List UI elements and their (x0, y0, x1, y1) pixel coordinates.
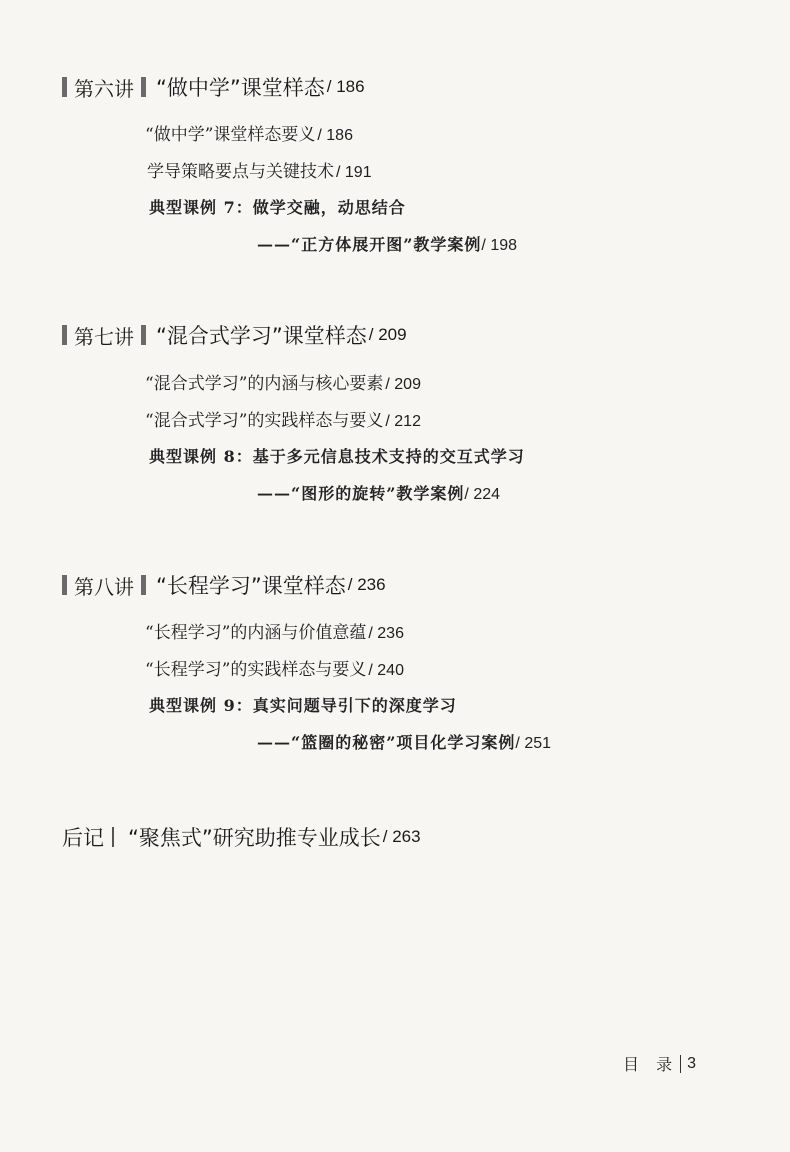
footer-page-number: 3 (687, 1054, 696, 1072)
lecture-bar-right (141, 77, 146, 97)
case-subtitle[interactable] (257, 730, 551, 753)
case-title[interactable]: 典型课例 7：做学交融，动思结合 (149, 198, 406, 217)
entry-page: / 209 (385, 376, 421, 393)
toc-entry[interactable] (145, 618, 404, 643)
toc-entry[interactable] (145, 120, 353, 145)
case-page: / 224 (464, 486, 501, 503)
toc-entry[interactable] (145, 406, 421, 431)
lecture-bar-right (141, 575, 146, 595)
case-subtitle[interactable] (257, 232, 517, 255)
case-title[interactable]: 典型课例 9：真实问题导引下的深度学习 (149, 696, 457, 715)
lecture-title: “做中学”课堂样态 (156, 76, 325, 100)
afterword-heading[interactable] (62, 822, 421, 852)
afterword-label: 后记 (62, 826, 104, 850)
lecture-7-heading[interactable] (62, 320, 407, 350)
case-page: / 251 (515, 735, 552, 752)
lecture-page: / 186 (326, 77, 365, 96)
lecture-bar-left (62, 575, 67, 595)
footer-section: 目 录 (623, 1055, 679, 1074)
entry-page: / 236 (368, 625, 404, 642)
case-subtitle-text: ——“篮圈的秘密”项目化学习案例 (257, 733, 516, 752)
case-title[interactable]: 典型课例 8：基于多元信息技术支持的交互式学习 (149, 447, 525, 466)
case-subtitle[interactable] (257, 481, 500, 504)
case-subtitle-text: ——“图形的旋转”教学案例 (257, 484, 465, 503)
lecture-bar-left (62, 77, 67, 97)
lecture-page: / 236 (347, 575, 386, 594)
footer-divider (680, 1055, 681, 1073)
toc-entry[interactable] (145, 655, 404, 680)
afterword-title: “聚焦式”研究助推专业成长 (128, 826, 381, 850)
lecture-title: “混合式学习”课堂样态 (156, 324, 367, 348)
entry-page: / 212 (385, 413, 421, 430)
lecture-8-heading[interactable] (62, 570, 386, 600)
entry-page: / 240 (368, 662, 404, 679)
lecture-label: 第六讲 (74, 76, 134, 101)
case-page: / 198 (481, 237, 518, 254)
afterword-divider (112, 827, 114, 847)
toc-entry[interactable] (147, 157, 372, 182)
lecture-bar-right (141, 325, 146, 345)
lecture-label: 第八讲 (74, 574, 134, 599)
lecture-page: / 209 (368, 325, 407, 344)
lecture-bar-left (62, 325, 67, 345)
entry-text: 学导策略要点与关键技术 (147, 162, 334, 182)
entry-text: “混合式学习”的内涵与核心要素 (145, 374, 384, 394)
lecture-label: 第七讲 (74, 324, 134, 349)
case-subtitle-text: ——“正方体展开图”教学案例 (257, 235, 482, 254)
entry-text: “混合式学习”的实践样态与要义 (145, 411, 384, 431)
afterword-page: / 263 (382, 827, 421, 846)
lecture-6-heading[interactable] (62, 72, 365, 102)
page-footer (623, 1052, 696, 1075)
lecture-title: “长程学习”课堂样态 (156, 574, 346, 598)
entry-text: “做中学”课堂样态要义 (145, 125, 316, 145)
entry-page: / 186 (317, 127, 353, 144)
toc-entry[interactable] (145, 369, 421, 394)
entry-text: “长程学习”的实践样态与要义 (145, 660, 367, 680)
entry-page: / 191 (336, 164, 372, 181)
entry-text: “长程学习”的内涵与价值意蕴 (145, 623, 367, 643)
